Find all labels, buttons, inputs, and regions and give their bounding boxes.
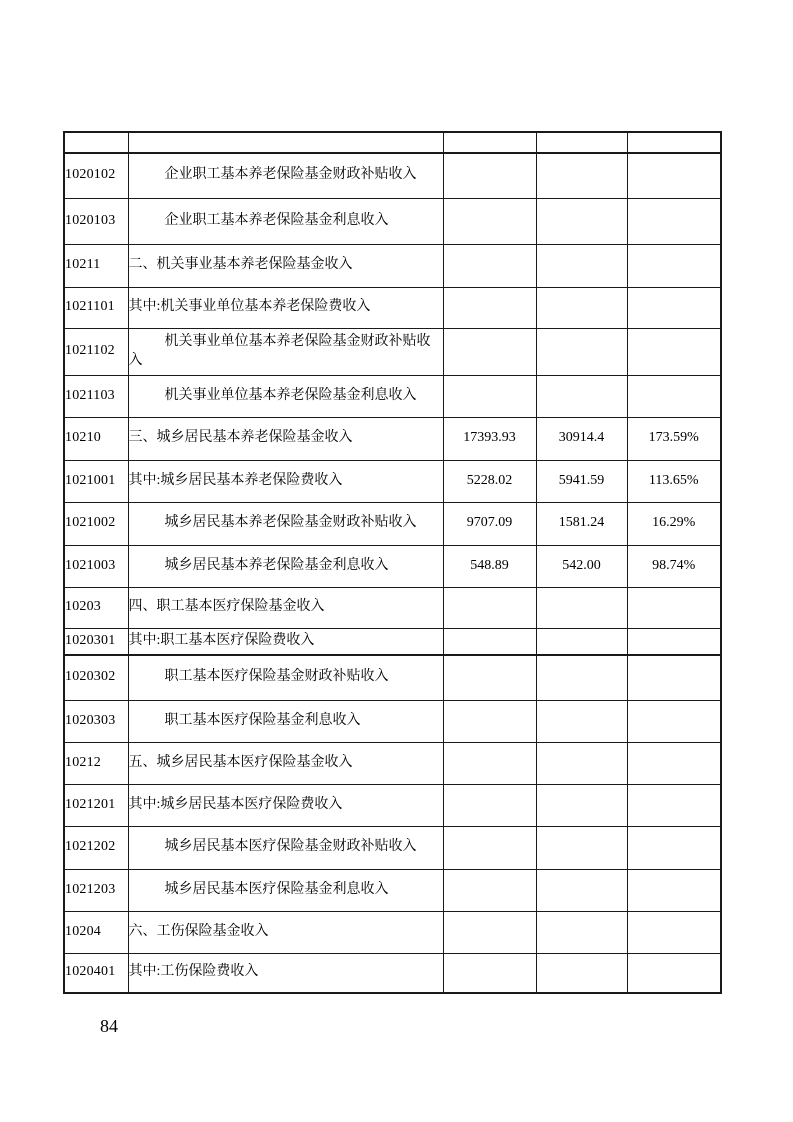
row-value-2: [536, 198, 627, 244]
row-percentage: [627, 132, 721, 153]
row-value-2: [536, 287, 627, 328]
row-value-2: [536, 700, 627, 742]
row-percentage: 98.74%: [627, 545, 721, 587]
row-description: 机关事业单位基本养老保险基金利息收入: [128, 375, 443, 417]
row-value-1: [443, 742, 536, 784]
row-description: [128, 132, 443, 153]
row-code: 1020301: [64, 628, 128, 655]
row-code: 1021003: [64, 545, 128, 587]
row-value-2: 30914.4: [536, 417, 627, 460]
row-code: 1020102: [64, 153, 128, 198]
row-description: 职工基本医疗保险基金财政补贴收入: [128, 655, 443, 700]
row-description: 其中:城乡居民基本养老保险费收入: [128, 460, 443, 502]
row-value-1: [443, 132, 536, 153]
row-value-1: [443, 826, 536, 869]
table-row: [64, 375, 721, 417]
row-value-2: [536, 587, 627, 628]
row-percentage: [627, 655, 721, 700]
row-code: 10203: [64, 587, 128, 628]
row-description: 三、城乡居民基本养老保险基金收入: [128, 417, 443, 460]
row-percentage: [627, 587, 721, 628]
row-value-1: [443, 198, 536, 244]
row-value-1: [443, 244, 536, 287]
row-value-2: [536, 375, 627, 417]
row-value-1: [443, 655, 536, 700]
row-description: 四、职工基本医疗保险基金收入: [128, 587, 443, 628]
row-value-1: [443, 700, 536, 742]
row-value-1: [443, 287, 536, 328]
row-description: 城乡居民基本医疗保险基金利息收入: [128, 869, 443, 911]
row-description: 城乡居民基本医疗保险基金财政补贴收入: [128, 826, 443, 869]
row-value-1: 5228.02: [443, 460, 536, 502]
row-description: 企业职工基本养老保险基金利息收入: [128, 198, 443, 244]
row-value-2: [536, 328, 627, 375]
row-description: 五、城乡居民基本医疗保险基金收入: [128, 742, 443, 784]
row-description: 其中:职工基本医疗保险费收入: [128, 628, 443, 655]
table-row: [64, 460, 721, 502]
row-percentage: [627, 742, 721, 784]
row-percentage: [627, 953, 721, 993]
row-description: 机关事业单位基本养老保险基金财政补贴收入: [128, 328, 443, 375]
row-code: 1020103: [64, 198, 128, 244]
row-value-2: [536, 655, 627, 700]
table-row: [64, 655, 721, 700]
row-value-1: [443, 587, 536, 628]
row-value-1: [443, 328, 536, 375]
row-percentage: [627, 911, 721, 953]
row-value-1: [443, 911, 536, 953]
row-percentage: [627, 628, 721, 655]
page-number: 84: [100, 1016, 118, 1036]
row-code: 1020401: [64, 953, 128, 993]
table-row: [64, 826, 721, 869]
row-code: 10212: [64, 742, 128, 784]
row-description: 企业职工基本养老保险基金财政补贴收入: [128, 153, 443, 198]
row-value-2: [536, 953, 627, 993]
row-value-2: [536, 784, 627, 826]
table-row: [64, 545, 721, 587]
row-description: 六、工伤保险基金收入: [128, 911, 443, 953]
table-row: [64, 328, 721, 375]
row-value-2: [536, 132, 627, 153]
row-value-1: [443, 953, 536, 993]
row-code: 10204: [64, 911, 128, 953]
table-row: [64, 244, 721, 287]
row-description: 其中:工伤保险费收入: [128, 953, 443, 993]
row-description: 城乡居民基本养老保险基金财政补贴收入: [128, 502, 443, 545]
row-value-2: [536, 911, 627, 953]
row-value-1: [443, 375, 536, 417]
row-code: 1020302: [64, 655, 128, 700]
row-value-2: [536, 826, 627, 869]
table-row: [64, 502, 721, 545]
table-row: [64, 869, 721, 911]
row-code: 1021001: [64, 460, 128, 502]
row-value-2: [536, 153, 627, 198]
row-code: 1021103: [64, 375, 128, 417]
row-value-2: 5941.59: [536, 460, 627, 502]
row-percentage: [627, 826, 721, 869]
row-description: 其中:城乡居民基本医疗保险费收入: [128, 784, 443, 826]
table-row: [64, 742, 721, 784]
row-percentage: 16.29%: [627, 502, 721, 545]
row-value-2: [536, 869, 627, 911]
row-percentage: [627, 328, 721, 375]
row-code: 1021101: [64, 287, 128, 328]
table-row: [64, 628, 721, 655]
row-code: 1020303: [64, 700, 128, 742]
table-row: [64, 784, 721, 826]
row-value-2: [536, 628, 627, 655]
row-value-1: 9707.09: [443, 502, 536, 545]
row-code: 1021102: [64, 328, 128, 375]
table-row: [64, 700, 721, 742]
row-value-2: 1581.24: [536, 502, 627, 545]
row-value-1: [443, 628, 536, 655]
row-description: 职工基本医疗保险基金利息收入: [128, 700, 443, 742]
table-row: [64, 198, 721, 244]
row-description: 其中:机关事业单位基本养老保险费收入: [128, 287, 443, 328]
row-percentage: [627, 153, 721, 198]
row-code: 1021202: [64, 826, 128, 869]
row-code: 1021002: [64, 502, 128, 545]
row-percentage: 173.59%: [627, 417, 721, 460]
row-percentage: 113.65%: [627, 460, 721, 502]
row-percentage: [627, 287, 721, 328]
row-code: 10211: [64, 244, 128, 287]
table-row: [64, 153, 721, 198]
table-row: [64, 417, 721, 460]
row-value-2: 542.00: [536, 545, 627, 587]
row-value-2: [536, 742, 627, 784]
row-value-1: [443, 869, 536, 911]
row-percentage: [627, 869, 721, 911]
table-row: [64, 132, 721, 153]
fund-table-body: [64, 132, 721, 993]
row-code: 1021203: [64, 869, 128, 911]
table-row: [64, 911, 721, 953]
row-percentage: [627, 244, 721, 287]
row-value-1: 17393.93: [443, 417, 536, 460]
table-row: [64, 287, 721, 328]
row-value-1: [443, 784, 536, 826]
row-code: [64, 132, 128, 153]
row-code: 10210: [64, 417, 128, 460]
row-percentage: [627, 700, 721, 742]
fund-revenue-table: [63, 131, 722, 994]
row-percentage: [627, 784, 721, 826]
row-code: 1021201: [64, 784, 128, 826]
row-percentage: [627, 198, 721, 244]
table-row: [64, 953, 721, 993]
row-description: 城乡居民基本养老保险基金利息收入: [128, 545, 443, 587]
table-row: [64, 587, 721, 628]
row-value-1: 548.89: [443, 545, 536, 587]
row-value-1: [443, 153, 536, 198]
row-description: 二、机关事业基本养老保险基金收入: [128, 244, 443, 287]
row-percentage: [627, 375, 721, 417]
row-value-2: [536, 244, 627, 287]
